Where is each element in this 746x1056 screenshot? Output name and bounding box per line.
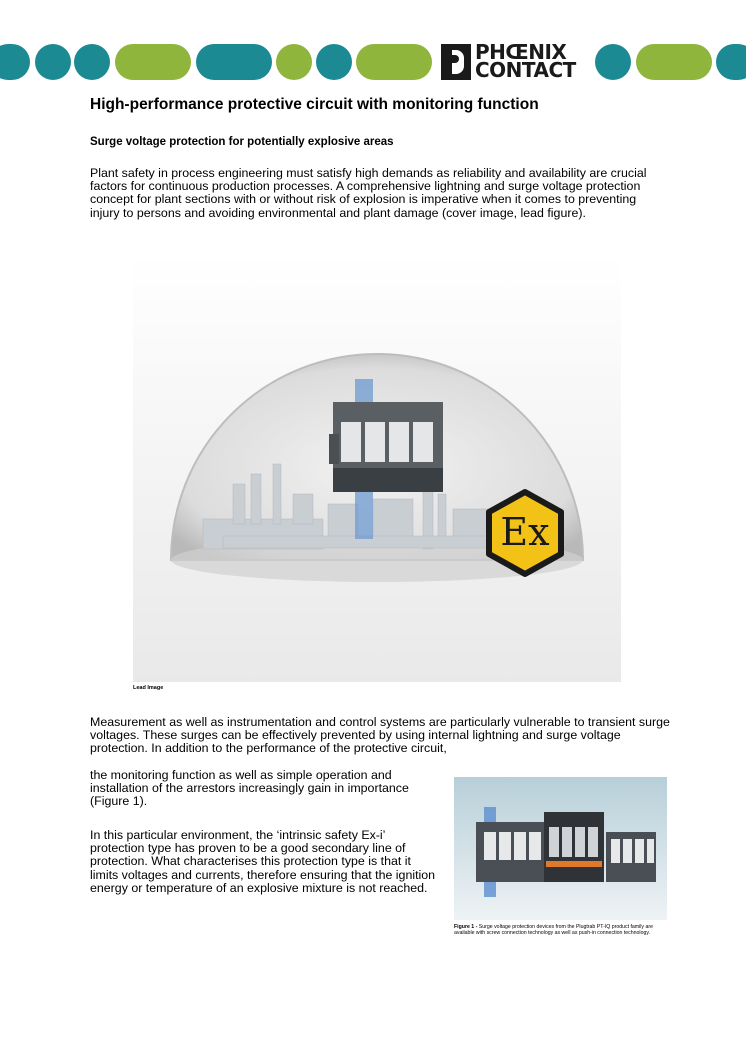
header-pill — [636, 44, 712, 80]
logo-text-line1: PHŒNIX — [475, 40, 567, 64]
device-group-middle — [544, 812, 604, 882]
header-pill — [316, 44, 352, 80]
paragraph-vulnerability: Measurement as well as instrumentation and control systems are particularly vulnerable to transient surge voltages. These surges can be effectively prevented by using internal lightning and surge voltage protection. In addition to the performance of the protective circuit, — [90, 715, 670, 756]
header-pill — [0, 44, 30, 80]
paragraph-intrinsic-safety: In this particular environment, the ‘intrinsic safety Ex-i’ protection type has proven to be a good secondary line of protection. What characterises this protection type is that it limits voltages and currents, therefore ensuring that the ignition energy or temperature of an explosive mixture is not reached. — [90, 828, 436, 895]
ex-explosion-symbol — [489, 492, 561, 574]
article-title: High-performance protective circuit with monitoring function — [90, 96, 539, 113]
ex-symbol-text: Ex — [500, 510, 550, 554]
paragraph-intro: Plant safety in process engineering must satisfy high demands as reliability and availability are crucial factors for continuous production processes. A comprehensive lightning and surge voltage protection concept for plant sections with or without risk of explosion is imperative when it comes to preventing injury to persons and avoiding environmental and plant damage (cover image, lead figure). — [90, 166, 647, 220]
figure-1-caption-text: Surge voltage protection devices from the Plugtrab PT-IQ product family are available with screw connection technology as well as push-in connection technology. — [454, 924, 653, 937]
header-pill — [74, 44, 110, 80]
lead-image-caption: Lead Image — [133, 685, 164, 691]
header-pill — [716, 44, 746, 80]
logo-text-line2: CONTACT — [475, 58, 576, 82]
figure-1-image — [454, 777, 667, 920]
phoenix-contact-logo — [439, 40, 591, 84]
figure-1-caption — [454, 924, 674, 936]
lead-image — [133, 254, 621, 682]
paragraph-monitoring: the monitoring function as well as simple operation and installation of the arrestors increasingly gain in importance (Figure 1). — [90, 768, 409, 809]
device-group-right — [606, 832, 656, 882]
brand-header-bar — [0, 40, 746, 84]
device-group-left — [476, 822, 546, 882]
header-pill — [356, 44, 432, 80]
header-pill — [35, 44, 71, 80]
header-pill — [115, 44, 191, 80]
figure-1-label: Figure 1 - — [454, 924, 478, 930]
header-pill — [196, 44, 272, 80]
logo-mark-icon — [441, 44, 471, 80]
article-subtitle: Surge voltage protection for potentially explosive areas — [90, 136, 394, 148]
surge-protection-modules — [329, 402, 443, 492]
header-pill — [595, 44, 631, 80]
header-pill — [276, 44, 312, 80]
